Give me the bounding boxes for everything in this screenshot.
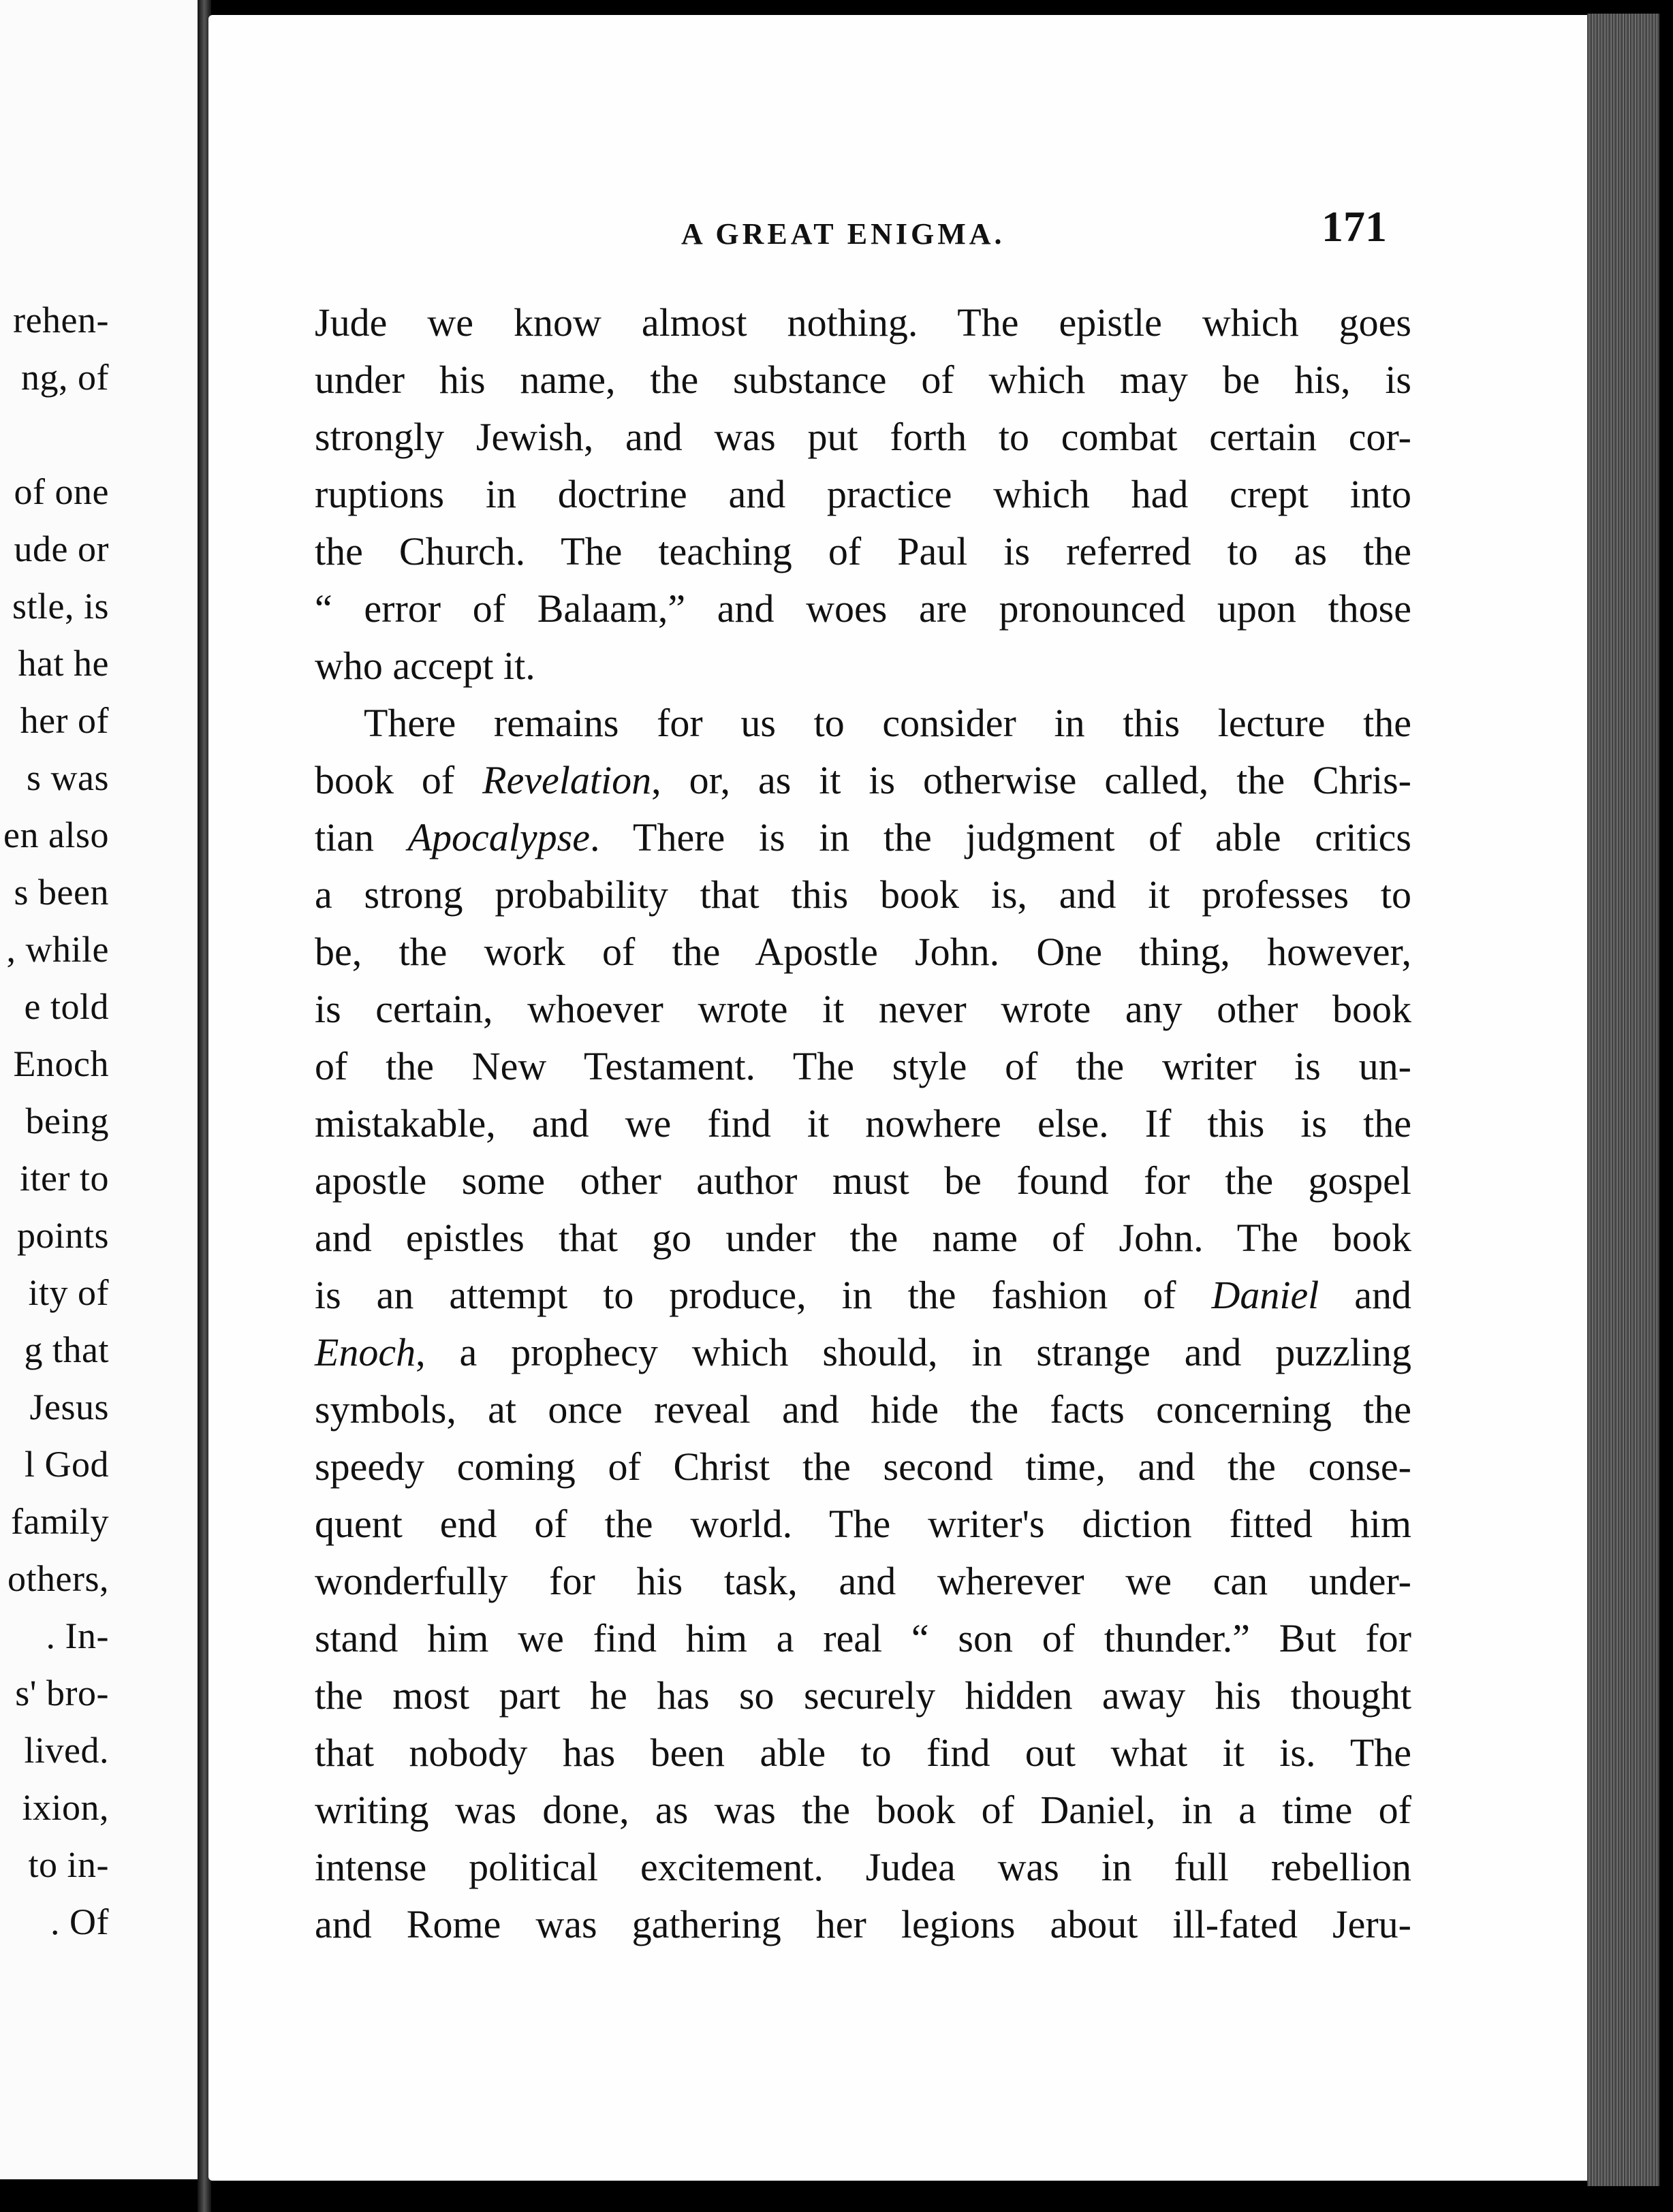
text-line: that nobody has been able to find out what it is. The — [315, 1731, 1411, 1775]
text-run: is an attempt to produce, in the fashion of — [315, 1273, 1212, 1317]
text-line — [315, 752, 1411, 809]
text-run: book of — [315, 758, 483, 802]
text-line: the most part he has so securely hidden away his thought — [315, 1673, 1411, 1718]
text-line: a strong probability that this book is, and it professes to — [315, 872, 1411, 917]
text-line: wonderfully for his task, and wherever we can under- — [315, 1559, 1411, 1603]
text-line: and Rome was gathering her legions about ill-fated Jeru- — [315, 1902, 1411, 1946]
left-page-line: of one — [14, 471, 109, 512]
text-line: apostle some other author must be found for the gospel — [315, 1158, 1411, 1203]
left-page-line: to in- — [28, 1844, 109, 1885]
running-title: A GREAT ENIGMA. — [681, 217, 1005, 251]
body-text — [315, 294, 1411, 1953]
left-page-text — [0, 291, 109, 1950]
text-line: speedy coming of Christ the second time, and the conse- — [315, 1444, 1411, 1489]
left-page-line: Jesus — [29, 1387, 109, 1427]
text-line — [315, 1324, 1411, 1381]
left-page-line: . Of — [50, 1901, 109, 1942]
text-line: Jude we know almost nothing. The epistle which goes — [315, 300, 1411, 345]
left-page-line: e told — [24, 986, 109, 1027]
left-page-line: en also — [3, 815, 109, 855]
left-page-line: iter to — [20, 1158, 109, 1199]
text-line: quent end of the world. The writer's diction fitted him — [315, 1502, 1411, 1546]
left-page-line: rehen- — [13, 300, 109, 341]
text-line: “ error of Balaam,” and woes are pronounced upon those — [315, 586, 1411, 631]
left-page-line: ude or — [14, 528, 109, 569]
text-line: be, the work of the Apostle John. One thing, however, — [315, 930, 1411, 974]
background-edge — [1659, 0, 1673, 2212]
text-line: There remains for us to consider in this lecture the — [364, 701, 1411, 745]
left-page-line: s' bro- — [15, 1673, 109, 1713]
page-edges — [1587, 14, 1662, 2186]
italic-title-revelation: Revelation — [482, 758, 652, 802]
text-line: is certain, whoever wrote it never wrote any other book — [315, 987, 1411, 1031]
left-page-line — [0, 406, 109, 463]
text-line: mistakable, and we find it nowhere else. If this is the — [315, 1101, 1411, 1146]
text-line: intense political excitement. Judea was in full rebellion — [315, 1845, 1411, 1889]
left-page-line: . In- — [46, 1615, 109, 1656]
left-page-line: l God — [25, 1444, 109, 1485]
text-run: tian — [315, 815, 408, 859]
left-page-line: family — [11, 1501, 109, 1542]
left-page-line: s been — [14, 872, 109, 913]
left-page-line: points — [16, 1215, 109, 1256]
left-page-line: ixion, — [22, 1787, 109, 1828]
left-page-line: ity of — [28, 1272, 109, 1313]
text-line: stand him we find him a real “ son of thunder.” But for — [315, 1616, 1411, 1660]
italic-title-apocalypse: Apocalypse — [407, 815, 590, 859]
left-page-line: others, — [7, 1558, 109, 1599]
text-run: , a prophecy which should, in strange and puzzling — [416, 1330, 1411, 1374]
left-page — [0, 0, 202, 2179]
italic-title-daniel: Daniel — [1211, 1273, 1319, 1317]
text-line: strongly Jewish, and was put forth to combat certain cor- — [315, 415, 1411, 459]
text-line: and epistles that go under the name of John. The book — [315, 1216, 1411, 1260]
left-page-line: hat he — [18, 643, 109, 684]
text-line: of the New Testament. The style of the writer is un- — [315, 1044, 1411, 1088]
page-number: 171 — [1322, 202, 1387, 251]
left-page-line: g that — [24, 1329, 109, 1370]
text-run: , or, as it is otherwise called, the Chris- — [651, 758, 1411, 802]
text-line: the Church. The teaching of Paul is referred to as the — [315, 529, 1411, 573]
left-page-line: lived. — [24, 1730, 109, 1771]
text-run: and — [1319, 1273, 1411, 1317]
left-page-line: stle, is — [12, 586, 109, 627]
left-page-line: Enoch — [13, 1043, 109, 1084]
text-line: symbols, at once reveal and hide the facts concerning the — [315, 1387, 1411, 1432]
left-page-line: her of — [20, 700, 109, 741]
text-line: who accept it. — [315, 644, 535, 688]
text-run: . There is in the judgment of able critics — [589, 815, 1411, 859]
left-page-line: s was — [27, 757, 109, 798]
text-line — [315, 1267, 1411, 1324]
italic-title-enoch: Enoch — [315, 1330, 416, 1374]
text-line — [315, 809, 1411, 866]
text-line: under his name, the substance of which may be his, is — [315, 358, 1411, 402]
text-line: writing was done, as was the book of Daniel, in a time of — [315, 1788, 1411, 1832]
left-page-line: being — [25, 1101, 109, 1141]
text-line: ruptions in doctrine and practice which had crept into — [315, 472, 1411, 516]
left-page-line: , while — [6, 929, 109, 970]
left-page-line: ng, of — [21, 357, 109, 398]
